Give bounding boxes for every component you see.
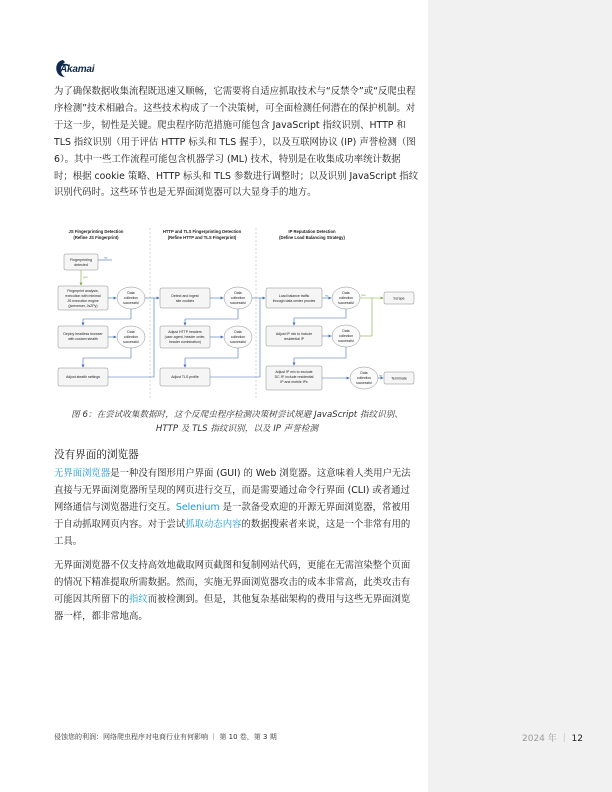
col3-d1-line2: collection (338, 296, 354, 300)
col3-d1-line3: successful (338, 301, 354, 305)
label-no-3: no (379, 373, 383, 378)
p2-text1: 是一种没有图形用户界面 (GUI) 的 Web 浏览器。这意味着人类用户无法直接与无界面浏览器所呈现的网页进行交互，而是需要通过命令行界面 (CLI) 或者通过网络通信与浏览器进行交互。 (54, 468, 411, 513)
col3-d3-line1: Data (360, 371, 368, 375)
akamai-logo-text: Akamai (60, 64, 95, 75)
right-sidebar-panel (428, 0, 612, 792)
col1-title: JS Fingerprinting Detection (68, 229, 124, 234)
footer-report-title: 侵蚀您的利润：网络爬虫程序对电商行业有何影响 ｜ 第 10 卷，第 3 期 (54, 733, 277, 741)
p2-text3: 的数据搜索者来说，这是一个非常有用的工具。 (54, 518, 411, 547)
p3-text2: 而被检测到。但是，其他复杂基础架构的费用与这些无界面浏览器一样，都非常地高。 (54, 593, 411, 622)
selenium-link[interactable]: Selenium (175, 501, 220, 513)
col3-step2-line2: residential IP (283, 337, 305, 341)
col3-d2-line1: Data (342, 329, 350, 333)
col2-step2-line2: (user-agent, header order, (164, 335, 206, 339)
col1-d1-line3: successful (123, 301, 139, 305)
p3-text1: 无界面浏览器不仅支持高效地截取网页截图和复制网站代码，更能在无需渲染整个页面的情况下精准提取所需数据。然而，实施无界面浏览器攻击的成本非常高，此类攻击有可能因其所留下的 (54, 560, 411, 605)
scrape-label: Scrape (393, 296, 405, 301)
col2-step1-line1: Detect and ingest (171, 294, 199, 298)
col2-step2-line3: header combination) (169, 340, 201, 344)
label-no-1: no (104, 255, 108, 260)
col3-d3-line3: successful (356, 381, 372, 385)
col2-subtitle: (Refine HTTP and TLS Fingerprint) (167, 235, 237, 240)
col3-title: IP Reputation Detection (288, 229, 336, 234)
footer-page-info (522, 731, 583, 744)
col1-d2-line2: collection (123, 335, 139, 339)
p2-text2: 是一款备受欢迎的开源无界面浏览器，常被用于自动抓取网页内容。对于尝试 (54, 501, 411, 530)
col2-d1-line3: successful (230, 301, 246, 305)
headless-browser-paragraph (54, 466, 419, 551)
col3-d2-line3: successful (338, 339, 354, 343)
col2-d1-line1: Data (234, 291, 242, 295)
label-yes-1: yes (83, 275, 88, 279)
col3-step2-line1: Adjust IP mix to include (275, 332, 313, 336)
col1-start-line2: detected (74, 263, 88, 267)
col1-subtitle: (Refine JS Fingerprint) (73, 235, 119, 240)
label-yes-2: yes (361, 293, 366, 297)
col1-step1-line1: Fingerprint analysis, (67, 289, 99, 293)
col1-d1-line2: collection (123, 296, 139, 300)
dynamic-content-link[interactable]: 抓取动态内容 (185, 518, 242, 530)
col3-step3-line1: Adjust IP mix to exclude (275, 370, 313, 374)
col2-d2-line2: collection (230, 335, 246, 339)
col2-step2-line1: Adjust HTTP headers (168, 330, 202, 334)
section-heading: 没有界面的浏览器 (54, 449, 139, 461)
col3-d3-line2: collection (356, 376, 372, 380)
col1-d2-line3: successful (123, 340, 139, 344)
col1-start-line1: Fingerprinting (70, 258, 92, 262)
col1-step1-line3: JS execution engine (67, 299, 99, 303)
col1-step2-line2: with custom stealth (68, 337, 98, 341)
anti-bot-decision-tree-diagram (54, 226, 418, 401)
col2-d2-line1: Data (234, 330, 242, 334)
col3-step1-line1: Load balance traffic (278, 294, 310, 298)
figure-caption: 图 6：在尝试收集数据时，这个反爬虫程序检测决策树尝试规避 JavaScript 指纹识别、HTTP 及 TLS 指纹识别，以及 IP 声誉检测 (71, 410, 403, 434)
col3-step3-line2: DC IP, include residential (274, 375, 314, 379)
col1-step2-line1: Deploy headless browser (63, 332, 103, 336)
col2-d1-line2: collection (230, 296, 246, 300)
fingerprint-link[interactable]: 指纹 (129, 593, 148, 605)
col1-d2-line1: Data (127, 330, 135, 334)
intro-paragraph: 为了确保数据收集流程既迅速又顺畅，它需要将自适应抓取技术与“反禁令”或“反爬虫程序检测”技术相融合。这些技术构成了一个决策树，可全面检测任何潜在的保护机制。对于这一步，韧性是关键。爬虫程序防范措施可能包含 JavaScript 指纹识别、HTTP 和 TLS 指纹识别（用于评估 HTTP 标头和 TLS 握手），以及互联网协议 (IP) 声誉检测（图 6）。其中一些工作流程可能包含机器学习 (ML) 技术，特别是在收集成功率统计数据时；根据 cookie 策略、HTTP 标头和 TLS 参数进行调整时；以及识别 JavaScript 指纹识别代码时。这些环节也是无界面浏览器可以大显身手的地方。 (54, 86, 419, 199)
terminate-label: Terminate (391, 376, 407, 381)
col3-step1-line2: through data center proxies (272, 299, 316, 303)
col3-d2-line2: collection (338, 334, 354, 338)
col1-step1-line2: execution with minimal (65, 294, 101, 298)
headless-cost-paragraph (54, 558, 419, 626)
col2-step3-line1: Adjust TLS profile (171, 375, 199, 379)
footer-year: 2024 年 ｜ (522, 734, 569, 744)
col1-step3-line1: Adjust stealth settings (65, 375, 101, 379)
headless-browser-link[interactable]: 无界面浏览器 (54, 468, 111, 479)
col2-step1-line2: site cookies (175, 299, 195, 303)
col2-title: HTTP and TLS Fingerprinting Detection (162, 229, 242, 234)
col3-subtitle: (Define Load Balancing Strategy) (279, 235, 345, 240)
col3-d1-line1: Data (342, 291, 350, 295)
page-number: 12 (571, 734, 583, 744)
col3-step3-line3: IP and mobile IPs (280, 380, 308, 384)
col2-d2-line3: successful (230, 340, 246, 344)
col1-step1-line4: (jsreverser, JsZPy) (68, 304, 98, 308)
label-no-2: no (325, 293, 329, 298)
col1-d1-line1: Data (127, 291, 135, 295)
